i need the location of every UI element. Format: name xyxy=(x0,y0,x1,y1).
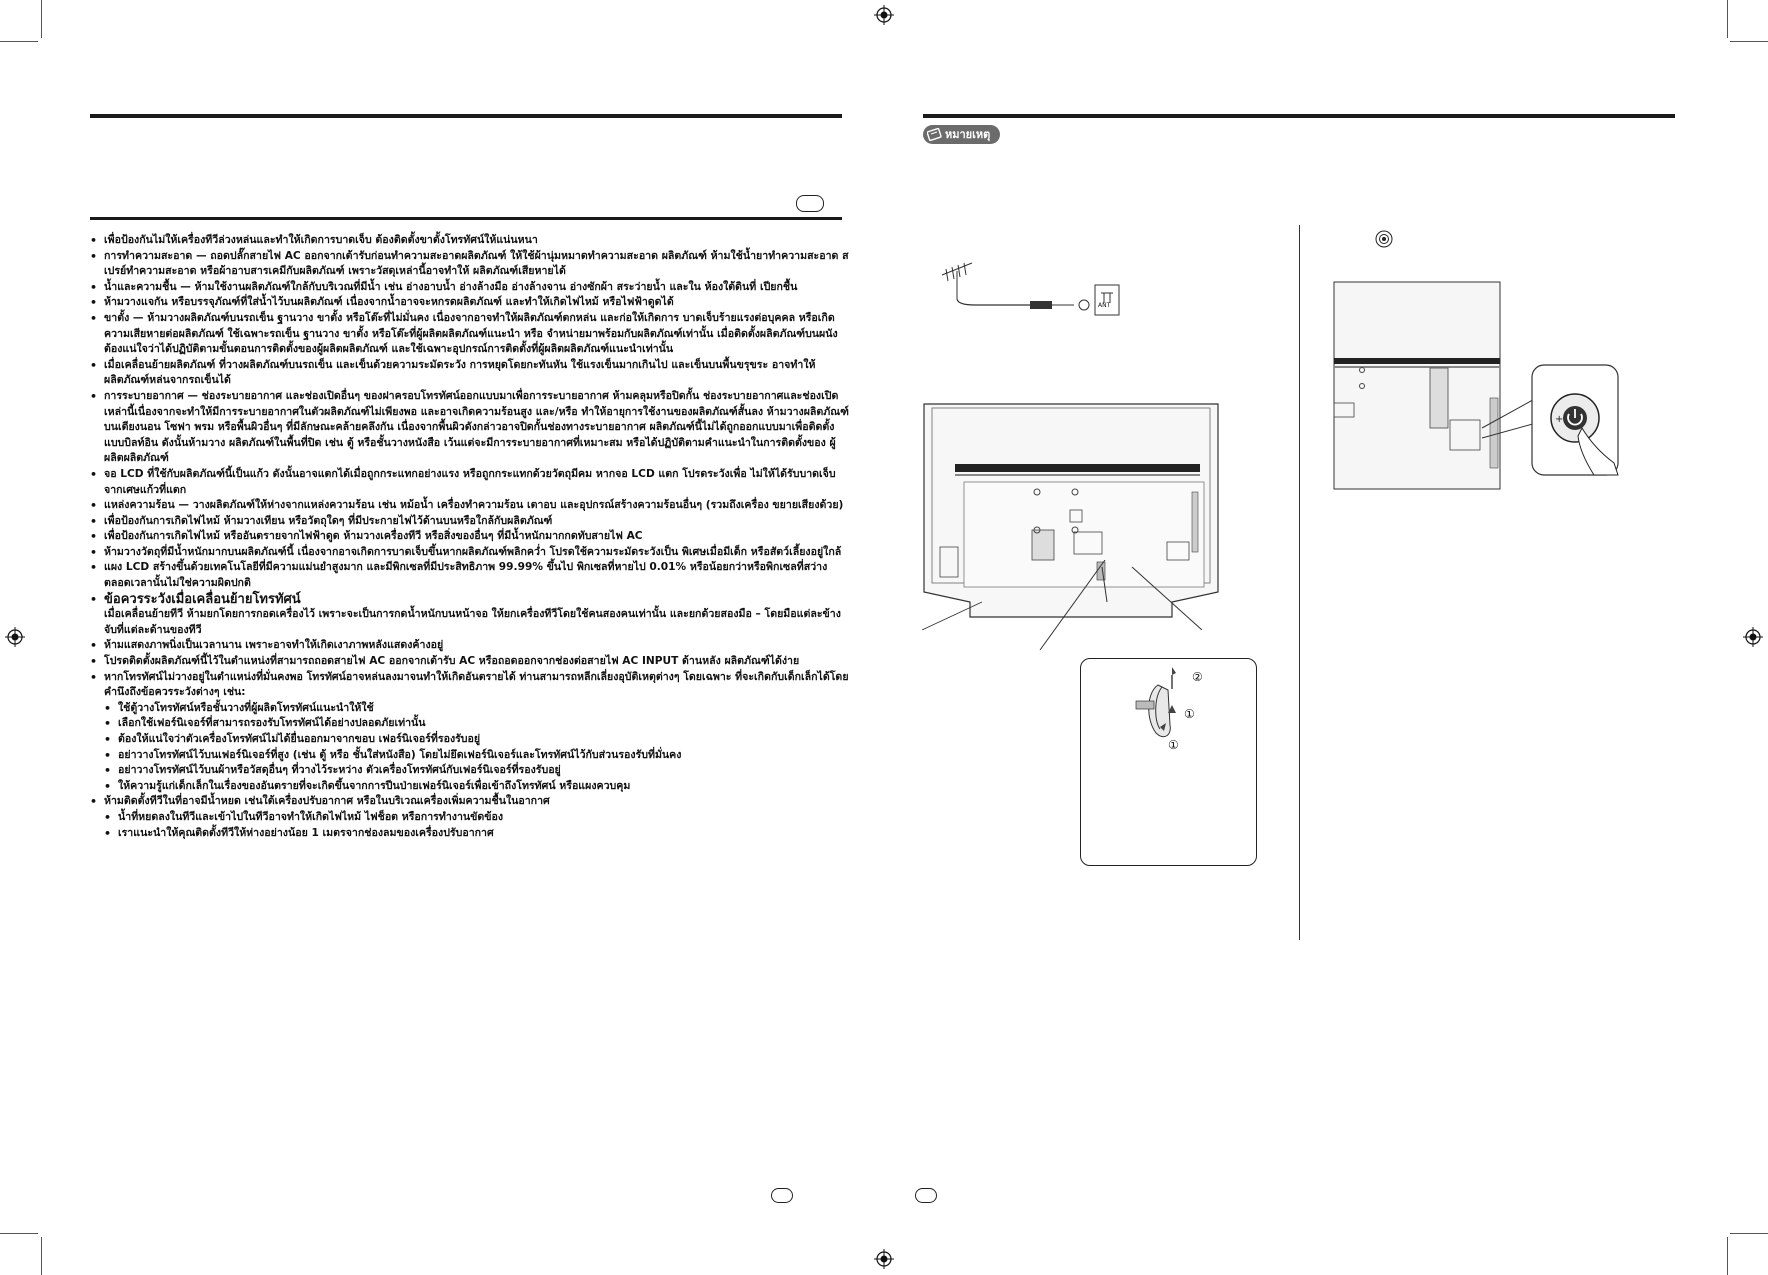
crop-mark xyxy=(0,41,38,42)
callout-leader xyxy=(1035,560,1125,660)
sub-list-item: • อย่าวางโทรทัศน์ไว้บนเฟอร์นิเจอร์ที่สูง (เช่น ตู้ หรือ ชั้นใส่หนังสือ) โดยไม่ยึดเฟอร์นิเจอร์และโทรทัศน์ไว้กับส่วนรองรับที่มั่นคง xyxy=(90,748,850,764)
list-item: • เพื่อป้องกันไม่ให้เครื่องทีวีล่วงหล่นและทำให้เกิดการบาดเจ็บ ต้องติดตั้งขาตั้งโทรทัศน์ให้แน่นหนา xyxy=(90,233,850,249)
sub-list-item: • เราแนะนำให้คุณติดตั้งทีวีให้ห่างอย่างน้อย 1 เมตรจากช่องลมของเครื่องปรับอากาศ xyxy=(90,826,850,842)
list-item: • ขาตั้ง — ห้ามวางผลิตภัณฑ์บนรถเข็น ฐานวาง ขาตั้ง หรือโต๊ะที่ไม่มั่นคง เนื่องจากอาจทำให้ผลิตภัณฑ์ตกหล่น และก่อให้เกิดการ บาดเจ็บร้ายแรงต่อบุคคล หรือเกิดความเสียหายต่อผลิตภัณฑ์ ใช้เฉพาะรถเข็น ฐานวาง ขาตั้ง หรือโต๊ะที่ผู้ผลิตผลิตภัณฑ์แนะนำ หรือ จำหน่ายมาพร้อมกับผลิตภัณฑ์เท่านั้น เมื่อติดตั้งผลิตภัณฑ์บนผนัง ต้องแน่ใจว่าได้ปฏิบัติตามขั้นตอนการติดตั้งของผู้ผลิตผลิตภัณฑ์ และใช้เฉพาะอุปกรณ์การติดตั้งที่ผู้ผลิตผลิตภัณฑ์แนะนำเท่านั้น xyxy=(90,311,850,358)
crop-mark xyxy=(41,1237,42,1275)
paragraph: เมื่อเคลื่อนย้ายทีวี ห้ามยกโดยการกอดเครื่องไว้ เพราะจะเป็นการกดน้ำหนักบนหน้าจอ ให้ยกเครื่องทีวีโดยใช้คนสองคนเท่านั้น และยกด้วยสองมือ – โดยมือแต่ละข้างจับที่แต่ละด้านของทีวี xyxy=(104,608,841,636)
list-item: • หากโทรทัศน์ไม่วางอยู่ในตำแหน่งที่มั่นคงพอ โทรทัศน์อาจหล่นลงมาจนทำให้เกิดอันตรายได้ ท่านสามารถหลีกเลี่ยงอุบัติเหตุต่างๆ โดยเฉพาะ ที่จะเกิดกับเด็กเล็กได้โดยคำนึงถึงข้อควรระวังต่างๆ เช่น: xyxy=(90,670,850,701)
section-rule xyxy=(90,217,842,220)
crop-mark xyxy=(1727,0,1728,38)
crop-mark xyxy=(0,1233,38,1234)
list-item: • ห้ามแสดงภาพนิ่งเป็นเวลานาน เพราะอาจทำให้เกิดเงาภาพหลังแสดงค้างอยู่ xyxy=(90,638,850,654)
callout-marker: ② xyxy=(1192,670,1203,684)
antenna-cable xyxy=(957,299,1030,305)
registration-mark-icon xyxy=(1743,627,1763,647)
crop-mark xyxy=(41,0,42,38)
list-item: • แผง LCD สร้างขึ้นด้วยเทคโนโลยีที่มีความแม่นยำสูงมาก และมีพิกเซลที่มีประสิทธิภาพ 99.99% ขึ้นไป พิกเซลที่หายไป 0.01% หรือน้อยกว่าหรือพิกเซลที่สว่างตลอดเวลานั้นไม่ใช่ความผิดปกติ xyxy=(90,560,850,591)
sub-list-item: • เลือกใช้เฟอร์นิเจอร์ที่สามารถรองรับโทรทัศน์ได้อย่างปลอดภัยเท่านั้น xyxy=(90,716,850,732)
registration-mark-icon xyxy=(874,5,894,25)
ant-jack-icon xyxy=(1079,300,1089,310)
list-item: • การระบายอากาศ — ช่องระบายอากาศ และช่องเปิดอื่นๆ ของฝาครอบโทรทัศน์ออกแบบมาเพื่อการระบายอากาศ ห้ามคลุมหรือปิดกั้น ช่องระบายอากาศและช่องเปิดเหล่านี้เนื่องจากจะทำให้มีการระบายอากาศในตัวผลิตภัณฑ์ไม่เพียงพอ และอาจเกิดความร้อนสูง และ/หรือ ทำให้อายุการใช้งานของผลิตภัณฑ์สั้นลง ห้ามวางผลิตภัณฑ์บนเตียงนอน โซฟา พรม หรือพื้นผิวอื่นๆ ที่มีลักษณะคล้ายคลึงกัน เนื่องจากพื้นผิวดังกล่าวอาจปิดกั้นช่องทางระบายอากาศ ผลิตภัณฑ์นี้ไม่ได้ถูกออกแบบมาเพื่อติดตั้งแบบบิลท์อิน ดังนั้นห้ามวาง ผลิตภัณฑ์ในพื้นที่ปิด เช่น ตู้ หรือชั้นวางหนังสือ เว้นแต่จะมีการระบายอากาศที่เหมาะสม หรือได้ปฏิบัติตามคำแนะนำในการติดตั้งของ ผู้ผลิตผลิตภัณฑ์ xyxy=(90,389,850,467)
top-rule xyxy=(90,114,842,118)
target-icon xyxy=(1374,229,1394,249)
list-item: • โปรดติดตั้งผลิตภัณฑ์นี้ไว้ในตำแหน่งที่สามารถถอดสายไฟ AC ออกจากเต้ารับ AC หรือถอดออกจากช่องต่อสายไฟ AC INPUT ด้านหลัง ผลิตภัณฑ์ได้ง่าย xyxy=(90,654,850,670)
list-item: • การทำความสะอาด — ถอดปลั๊กสายไฟ AC ออกจากเต้ารับก่อนทำความสะอาดผลิตภัณฑ์ ให้ใช้ผ้านุ่มหมาดทำความสะอาด ผลิตภัณฑ์ ห้ามใช้น้ำยาทำความสะอาด สเปรย์ทำความสะอาด หรือผ้าอาบสารเคมีกับผลิตภัณฑ์ เพราะวัสดุเหล่านี้อาจทำให้ ผลิตภัณฑ์เสียหายได้ xyxy=(90,249,850,280)
registration-mark-icon xyxy=(874,1249,894,1269)
tv-rear-closeup xyxy=(1332,278,1622,493)
list-item: • แหล่งความร้อน — วางผลิตภัณฑ์ให้ห่างจากแหล่งความร้อน เช่น หม้อน้ำ เครื่องทำความร้อน เตาอบ และอุปกรณ์สร้างความร้อนอื่นๆ (รวมถึงเครื่อง ขยายเสียงด้วย) xyxy=(90,498,850,514)
antenna-icon xyxy=(942,263,972,299)
list-item: • จอ LCD ที่ใช้กับผลิตภัณฑ์นี้เป็นแก้ว ดังนั้นอาจแตกได้เมื่อถูกกระแทกอย่างแรง หรือถูกกระแทกด้วยวัตถุมีคม หากจอ LCD แตก โปรดระวังเพื่อ ไม่ให้ได้รับบาดเจ็บจากเศษแก้วที่แตก xyxy=(90,467,850,498)
safety-list xyxy=(90,233,850,841)
crop-mark xyxy=(1727,1237,1728,1275)
note-badge: หมายเหตุ xyxy=(923,125,1000,144)
list-item: • น้ำและความชื้น — ห้ามใช้งานผลิตภัณฑ์ใกล้กับบริเวณที่มีน้ำ เช่น อ่างอาบน้ำ อ่างล้างมือ อ่างล้างจาน อ่างซักผ้า สระว่ายน้ำ และใน ห้องใต้ดินที่ เปียกชื้น xyxy=(90,280,850,296)
coax-plug xyxy=(1030,301,1052,309)
crop-mark xyxy=(1730,1233,1768,1234)
antenna-diagram xyxy=(940,255,1125,320)
note-icon xyxy=(927,128,943,141)
registration-mark-icon xyxy=(5,627,25,647)
svg-text:+: + xyxy=(1555,414,1564,425)
sub-list-item: • ใช้ตู้วางโทรทัศน์หรือชั้นวางที่ผู้ผลิตโทรทัศน์แนะนำให้ใช้ xyxy=(90,701,850,717)
list-item: • ห้ามวางวัตถุที่มีน้ำหนักมากบนผลิตภัณฑ์นี้ เนื่องจากอาจเกิดการบาดเจ็บขึ้นหากผลิตภัณฑ์พลิกคว่ำ โปรดใช้ความระมัดระวังเป็น พิเศษเมื่อมีเด็ก หรือสัตว์เลี้ยงอยู่ใกล้ xyxy=(90,545,850,561)
callout-marker: ① xyxy=(1168,738,1179,752)
sub-list-item: • อย่าวางโทรทัศน์ไว้บนผ้าหรือวัสดุอื่นๆ ที่วางไว้ระหว่าง ตัวเครื่องโทรทัศน์กับเฟอร์นิเจอร์ที่รองรับอยู่ xyxy=(90,763,850,779)
crop-mark xyxy=(1730,41,1768,42)
page-number-pill xyxy=(771,1188,793,1203)
sub-list-item: • ต้องให้แน่ใจว่าตัวเครื่องโทรทัศน์ไม่ได้ยื่นออกมาจากขอบ เฟอร์นิเจอร์ที่รองรับอยู่ xyxy=(90,732,850,748)
list-item: • เพื่อป้องกันการเกิดไฟไหม้ ห้ามวางเทียน หรือวัตถุใดๆ ที่มีประกายไฟไว้ด้านบนหรือใกล้กับผลิตภัณฑ์ xyxy=(90,514,850,530)
top-rule xyxy=(923,114,1675,118)
sub-list-item: • น้ำที่หยดลงในทีวีและเข้าไปในทีวีอาจทำให้เกิดไฟไหม้ ไฟช็อต หรือการทำงานขัดข้อง xyxy=(90,810,850,826)
section-heading: • ข้อควรระวังเมื่อเคลื่อนย้ายโทรทัศน์ xyxy=(90,592,850,608)
list-item: • เมื่อเคลื่อนย้ายผลิตภัณฑ์ ที่วางผลิตภัณฑ์บนรถเข็น และเข็นด้วยความระมัดระวัง การหยุดโดยกะทันหัน ใช้แรงเข็นมากเกินไป และเข็นบนพื้นขรุขระ อาจทำให้ผลิตภัณฑ์หล่นจากรถเข็นได้ xyxy=(90,358,850,389)
list-item: • ห้ามวางแจกัน หรือบรรจุภัณฑ์ที่ใส่น้ำไว้บนผลิตภัณฑ์ เนื่องจากน้ำอาจจะหกรดผลิตภัณฑ์ และทำให้เกิดไฟไหม้ หรือไฟฟ้าดูดได้ xyxy=(90,295,850,311)
column-divider xyxy=(1299,225,1300,940)
page-number-pill xyxy=(915,1188,937,1203)
list-item: • เพื่อป้องกันการเกิดไฟไหม้ หรืออันตรายจากไฟฟ้าดูด ห้ามวางเครื่องทีวี หรือสิ่งของอื่นๆ ที่มีน้ำหนักมากกดทับสายไฟ AC xyxy=(90,529,850,545)
list-item: • ห้ามติดตั้งทีวีในที่อาจมีน้ำหยด เช่นใต้เครื่องปรับอากาศ หรือในบริเวณเครื่องเพิ่มความชื้นในอากาศ xyxy=(90,794,850,810)
language-tab xyxy=(796,195,824,212)
ant-label: ANT xyxy=(1098,302,1111,309)
sub-list-item: • ให้ความรู้แก่เด็กเล็กในเรื่องของอันตรายที่จะเกิดขึ้นจากการปีนป่ายเฟอร์นิเจอร์เพื่อเข้าถึงโทรทัศน์ หรือแผงควบคุม xyxy=(90,779,850,795)
callout-marker: ① xyxy=(1184,707,1195,721)
